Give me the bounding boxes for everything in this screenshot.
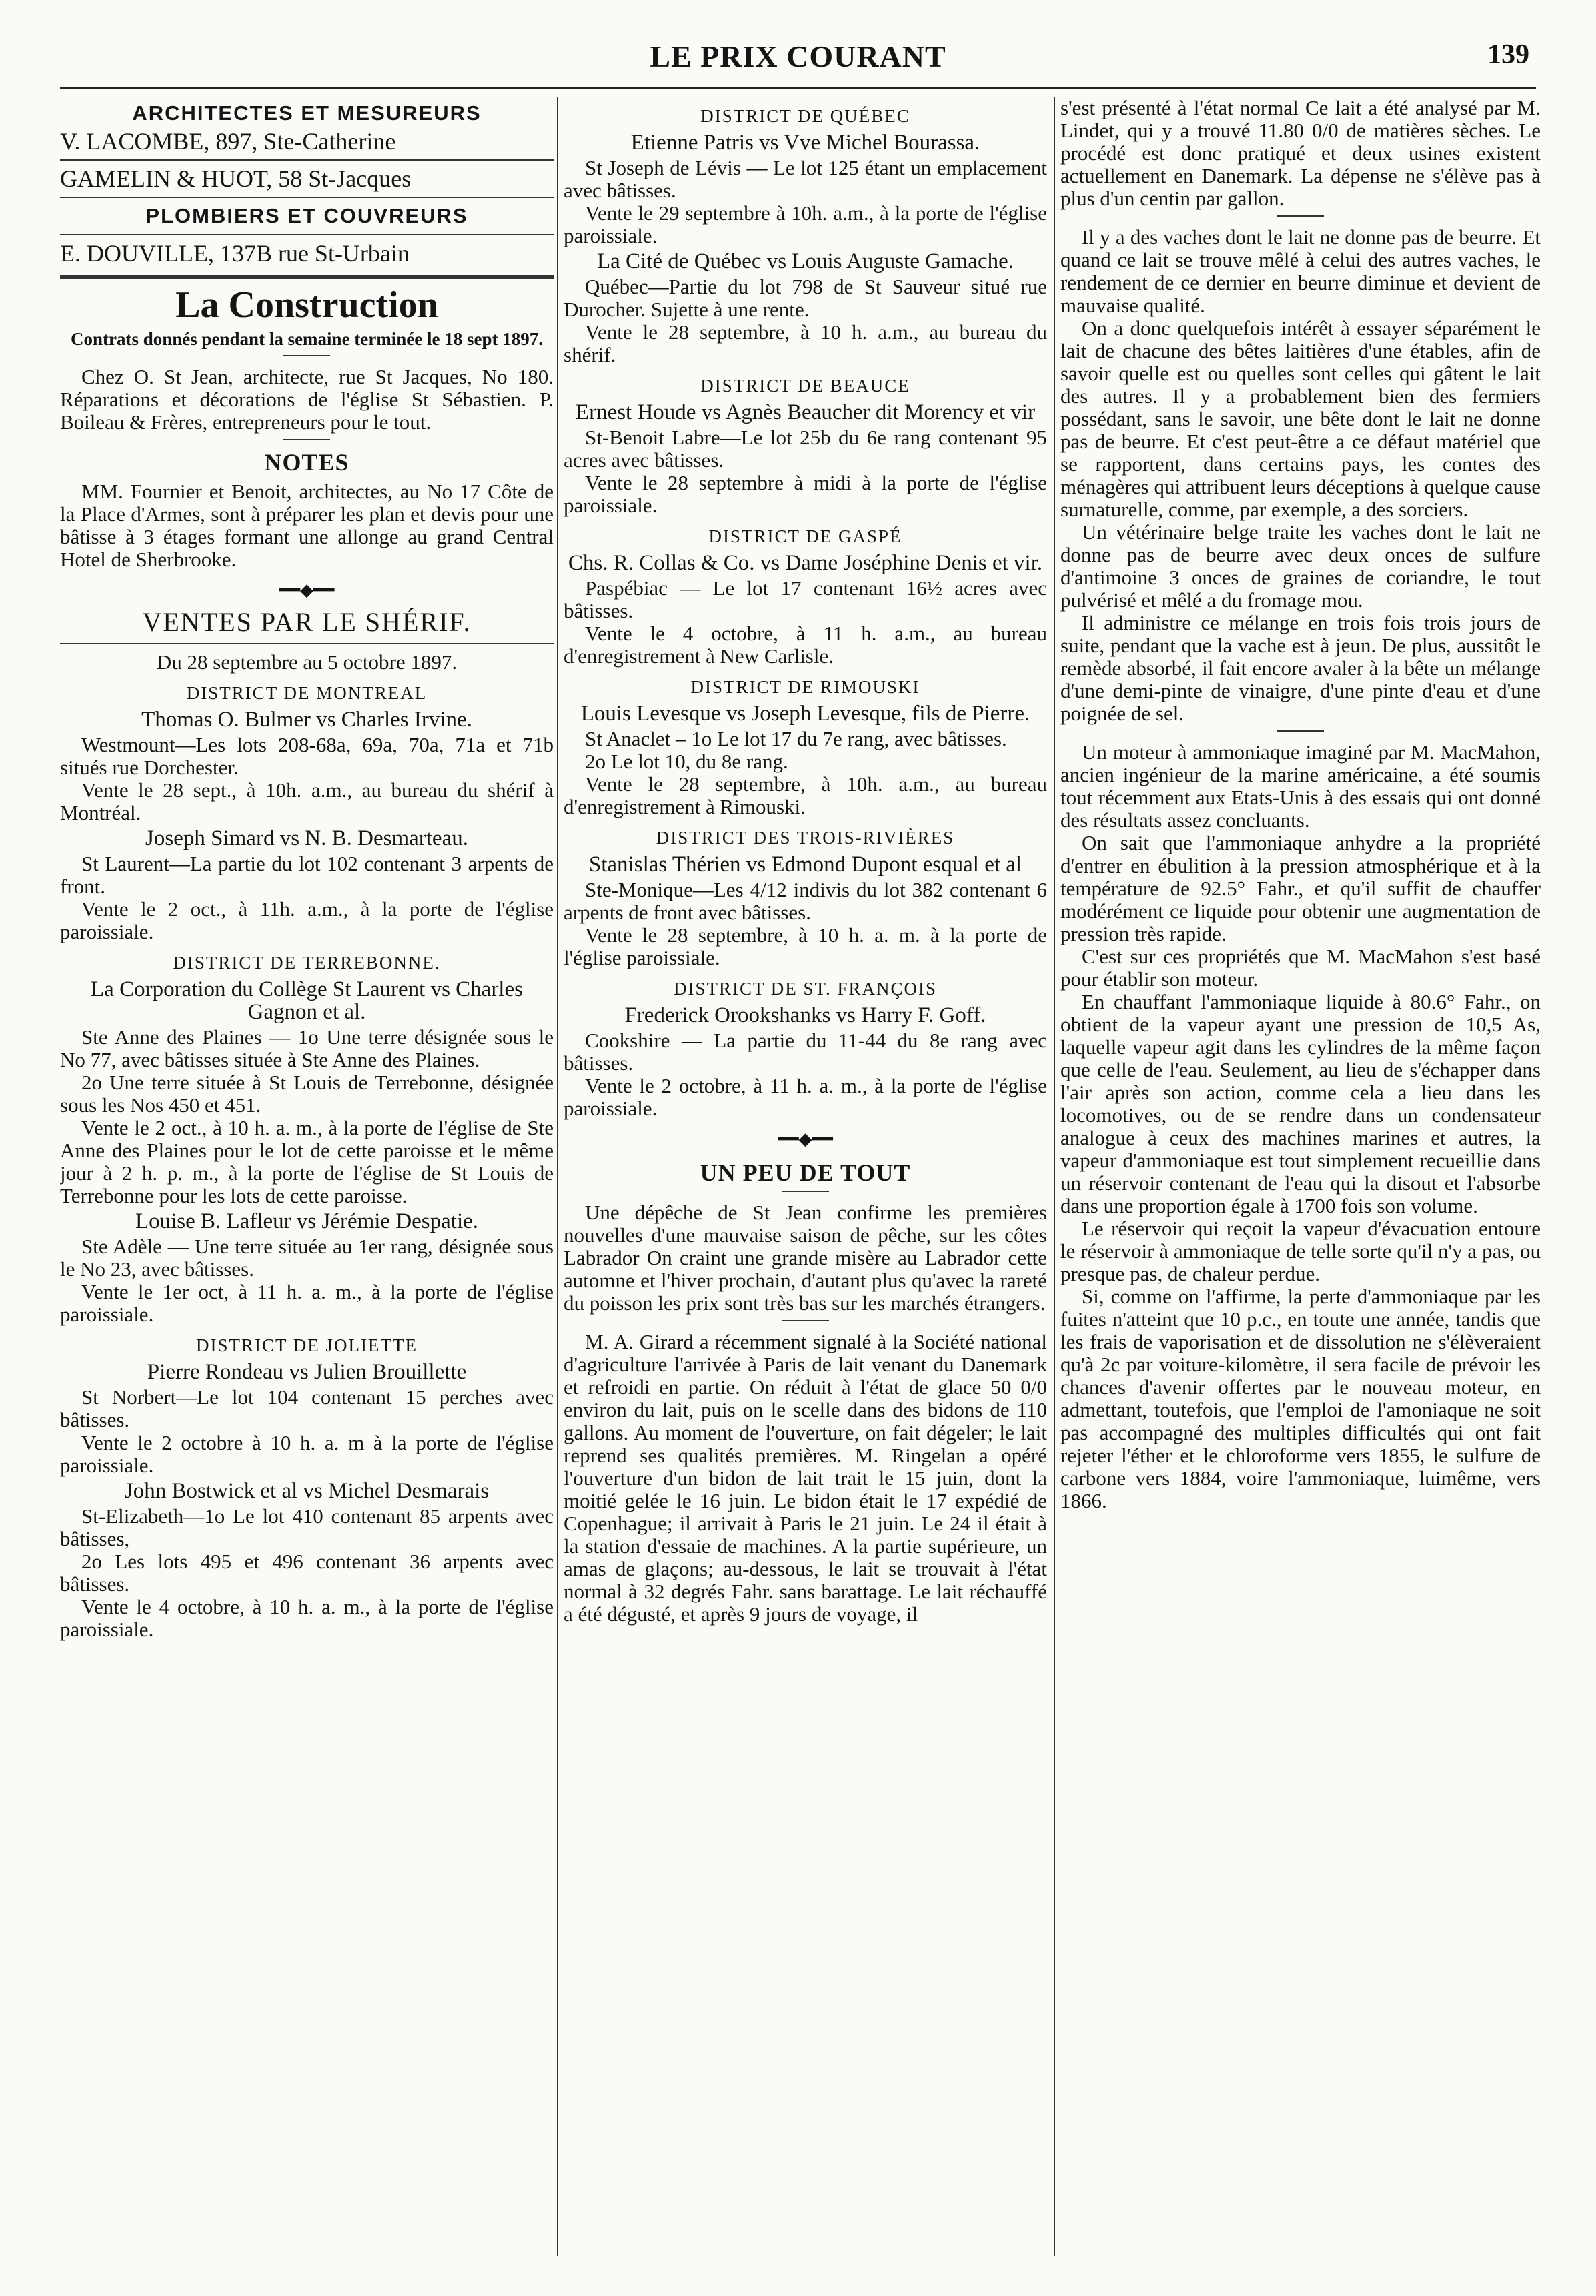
case-text: 2o Les lots 495 et 496 contenant 36 arpents avec bâtisses. [60, 1550, 554, 1596]
short-rule [1277, 215, 1324, 217]
case-text: Vente le 29 septembre à 10h. a.m., à la porte de l'église paroissiale. [564, 201, 1047, 247]
plombiers-heading: PLOMBIERS ET COUVREURS [145, 204, 468, 227]
double-rule [60, 275, 554, 279]
article-paragraph: Si, comme on l'affirme, la perte d'ammoniaque par les fuites n'atteint que 10 p.c., en toute une année, tandis que les frais de vaporisation et de dissolution ne s'élèveraient qu'à 2c par voiture-kilomètre, il sera facile de prévoir les chances d'avenir offertes par le nouveau moteur, en admettant, toutefois, que l'emploi de l'amoniaque ne soit pas accompagné des multiples difficultés qui ont fait rejeter l'éther et le chloroforme vers 1855, le sulfure de carbone vers 1884, voire l'ammoniaque, luimême, vers 1866. [1060, 1285, 1541, 1512]
article-paragraph: C'est sur ces propriétés que M. MacMahon s'est basé pour établir son moteur. [1060, 945, 1541, 991]
district-heading: DISTRICT DE BEAUCE [700, 376, 910, 396]
case-text: Québec—Partie du lot 798 de St Sauveur situé rue Durocher. Sujette à une rente. [564, 275, 1047, 321]
notes-title: NOTES [264, 449, 349, 476]
case-text: Vente le 1er oct, à 11 h. a. m., à la porte de l'église paroissiale. [60, 1280, 554, 1326]
column-2 [564, 97, 1047, 2256]
case-parties: Louis Levesque vs Joseph Levesque, fils de Pierre. [580, 702, 1030, 726]
case-parties: Frederick Orookshanks vs Harry F. Goff. [624, 1003, 986, 1027]
column-divider-1 [557, 97, 558, 2256]
case-parties: Chs. R. Collas & Co. vs Dame Joséphine Denis et vir. [568, 551, 1043, 575]
ornament-icon: ━━◆━━ [778, 1129, 833, 1149]
district-heading: DISTRICT DE ST. FRANÇOIS [673, 979, 938, 999]
article-paragraph: Il y a des vaches dont le lait ne donne pas de beurre. Et quand ce lait se trouve mêlé à celui des autres vaches, le rendement de ce dernier en beurre diminue et devient de mauvaise qualité. [1060, 225, 1541, 317]
divider [60, 159, 554, 161]
ventes-dates: Du 28 septembre au 5 octobre 1897. [156, 650, 458, 674]
article-paragraph: Le réservoir qui reçoit la vapeur d'évacuation entoure le réservoir à ammoniaque de telle sorte qu'il n'y a pas, ou presque pas, de chaleur perdue. [1060, 1217, 1541, 1285]
article-paragraph: En chauffant l'ammoniaque liquide à 80.6° Fahr., on obtient de la vapeur ayant une pression de 10,5 As, laquelle vapeur agit dans les cylindres de la même façon que celle de l'eau. Seulement, au lieu de s'échapper dans l'air après son action, comme cela a lieu dans les locomotives, ou de se rendre dans un condensateur analogue à ceux des machines marines et autres, la vapeur d'ammoniaque est tout simplement recueillie dans un réservoir contenant de l'eau qui la disout et l'absorbe dans une proportion égale à 1700 fois son volume. [1060, 990, 1541, 1217]
case-text: Ste-Monique—Les 4/12 indivis du lot 382 contenant 6 arpents de front avec bâtisses. [564, 878, 1047, 924]
district-heading: DISTRICT DE TERREBONNE. [173, 953, 441, 973]
architectes-heading: ARCHITECTES ET MESUREURS [132, 101, 482, 125]
article-paragraph: s'est présenté à l'état normal Ce lait a été analysé par M. Lindet, qui y a trouvé 11.80 0/0 de matières sèches. Le procédé est donc pratiqué et deux usines existent actuellement en Danemark. La dépense ne s'élève pas à plus d'un centin par gallon. [1060, 97, 1541, 210]
ornament-icon: ━━◆━━ [279, 580, 335, 600]
short-rule [283, 355, 330, 356]
peu-de-tout-title: UN PEU DE TOUT [700, 1159, 911, 1186]
case-text: Westmount—Les lots 208-68a, 69a, 70a, 71a et 71b situés rue Dorchester. [60, 733, 554, 779]
article-paragraph: Une dépêche de St Jean confirme les premières nouvelles d'une mauvaise saison de pêche, sur les côtes Labrador On craint une grande misère au Labrador cette automne et l'hiver prochain, d'autant plus qu'avec la rareté du poisson les prix sont très bas sur les marchés étrangers. [564, 1201, 1047, 1315]
case-text: Vente le 4 octobre, à 11 h. a.m., au bureau d'enregistrement à New Carlisle. [564, 622, 1047, 668]
case-text: St-Benoit Labre—Le lot 25b du 6e rang contenant 95 acres avec bâtisses. [564, 426, 1047, 472]
directory-entry: GAMELIN & HUOT, 58 St-Jacques [60, 165, 412, 192]
district-heading: DISTRICT DE JOLIETTE [196, 1335, 418, 1355]
article-paragraph: Un moteur à ammoniaque imaginé par M. MacMahon, ancien ingénieur de la marine américaine, a été soumis tout récemment aux Etats-Unis à des essais qui ont donné des résultats assez concluants. [1060, 740, 1541, 832]
short-rule [782, 1320, 829, 1321]
case-text: Vente le 28 septembre à midi à la porte de l'église paroissiale. [564, 471, 1047, 517]
page-title: LE PRIX COURANT [650, 39, 946, 73]
district-heading: DISTRICT DE QUÉBEC [700, 106, 910, 126]
case-text: St Laurent—La partie du lot 102 contenant 3 arpents de front. [60, 852, 554, 898]
construction-title: La Construction [175, 284, 438, 326]
case-parties: La Corporation du Collège St Laurent vs Charles Gagnon et al. [91, 977, 523, 1024]
short-rule [283, 439, 330, 440]
case-text: St Norbert—Le lot 104 contenant 15 perches avec bâtisses. [60, 1385, 554, 1431]
case-text: 2o Une terre située à St Louis de Terrebonne, désignée sous les Nos 450 et 451. [60, 1071, 554, 1117]
short-rule [782, 1191, 829, 1192]
case-text: Vente le 2 oct., à 11h. a.m., à la porte de l'église paroissiale. [60, 897, 554, 943]
divider [60, 197, 554, 198]
article-paragraph: Il administre ce mélange en trois fois trois jours de suite, pendant que la vache est à jeun. De plus, aussitôt le remède absorbé, il fait encore avaler à la bête un mélange d'une demi-pinte de vinaigre, d'une pinte d'eau et d'une poignée de sel. [1060, 611, 1541, 725]
case-text: Ste Adèle — Une terre située au 1er rang, désignée sous le No 23, avec bâtisses. [60, 1235, 554, 1281]
case-text: Vente le 2 oct., à 10 h. a. m., à la porte de l'église de Ste Anne des Plaines pour le lot de cette paroisse et le même jour à 2 h. p. m., à la porte de l'église de St Louis de Terrebonne pour les lots de cette paroisse. [60, 1116, 554, 1207]
directory-entry: V. LACOMBE, 897, Ste-Catherine [60, 128, 396, 155]
district-heading: DISTRICT DES TROIS-RIVIÈRES [656, 828, 955, 848]
divider [60, 234, 554, 235]
column-1 [60, 97, 554, 2256]
page-number: 139 [1487, 39, 1529, 70]
case-text: Vente le 28 septembre, à 10h. a.m., au bureau d'enregistrement à Rimouski. [564, 772, 1047, 818]
notes-text: MM. Fournier et Benoit, architectes, au No 17 Côte de la Place d'Armes, sont à préparer les plan et devis pour une bâtisse à 3 étages formant une allonge au grand Central Hotel de Sherbrooke. [60, 480, 554, 571]
construction-text: Chez O. St Jean, architecte, rue St Jacques, No 180. Réparations et décorations de l'église St Sébastien. P. Boileau & Frères, entrepreneurs pour le tout. [60, 365, 554, 434]
divider [60, 643, 554, 644]
ventes-title: VENTES PAR LE SHÉRIF. [142, 607, 472, 637]
case-text: 2o Le lot 10, du 8e rang. [585, 750, 788, 773]
case-text: Vente le 28 septembre, à 10 h. a.m., au bureau du shérif. [564, 320, 1047, 366]
case-parties: Thomas O. Bulmer vs Charles Irvine. [141, 708, 472, 732]
article-paragraph: On sait que l'ammoniaque anhydre a la propriété d'entrer en ébulition à la pression atmosphérique et à la température de 92.5° Fahr., et qu'il suffit de chauffer modérément ce liquide pour obtenir une augmentation de pression très rapide. [1060, 831, 1541, 945]
case-text: Paspébiac — Le lot 17 contenant 16½ acres avec bâtisses. [564, 576, 1047, 622]
case-text: Vente le 28 sept., à 10h. a.m., au bureau du shérif à Montréal. [60, 778, 554, 824]
column-divider-2 [1054, 97, 1055, 2256]
case-text: Cookshire — La partie du 11-44 du 8e rang avec bâtisses. [564, 1029, 1047, 1075]
article-paragraph: On a donc quelquefois intérêt à essayer séparément le lait de chacune des bêtes laitières d'une étables, afin de savoir quelle est ou quelles sont celles qui gâtent le lait des autres. Il y a probablement bien des fermiers possédant, sans le savoir, une bête dont le lait ne donne pas de beurre. Et c'est peut-être a ce défaut matériel que se rapportent, dans certains pays, les contes des ménagères qui attribuent leurs déceptions à quelque cause surnaturelle, comme, par exemple, a des sorciers. [1060, 316, 1541, 521]
case-parties: John Bostwick et al vs Michel Desmarais [124, 1479, 490, 1503]
case-parties: Louise B. Lafleur vs Jérémie Despatie. [135, 1209, 479, 1233]
district-heading: DISTRICT DE MONTREAL [186, 683, 428, 703]
case-text: Vente le 2 octobre, à 11 h. a. m., à la porte de l'église paroissiale. [564, 1074, 1047, 1120]
district-heading: DISTRICT DE RIMOUSKI [690, 677, 920, 697]
case-text: St Anaclet – 1o Le lot 17 du 7e rang, avec bâtisses. [585, 727, 1007, 750]
district-heading: DISTRICT DE GASPÉ [708, 526, 902, 546]
case-text: Vente le 2 octobre à 10 h. a. m à la porte de l'église paroissiale. [60, 1431, 554, 1477]
case-parties: Stanislas Thérien vs Edmond Dupont esqual et al [588, 852, 1022, 877]
case-parties: Pierre Rondeau vs Julien Brouillette [147, 1360, 467, 1384]
case-text: St Joseph de Lévis — Le lot 125 étant un emplacement avec bâtisses. [564, 156, 1047, 202]
article-paragraph: Un vétérinaire belge traite les vaches dont le lait ne donne pas de beurre avec deux onces de sulfure d'antimoine 3 onces de graines de coriandre, le tout pulvérisé et mêlé a du fromage mou. [1060, 520, 1541, 612]
short-rule [1277, 730, 1324, 732]
article-paragraph: M. A. Girard a récemment signalé à la Société national d'agriculture l'arrivée à Paris de lait venant du Danemark et refroidi en partie. On réduit à l'état de glace 50 0/0 environ du lait, puis on le scelle dans des bidons de 110 gallons. Au moment de l'ouverture, on fait dégeler; le lait reprend ses qualités premières. M. Ringelan a opéré l'ouverture d'un bidon de lait trait le 15 juin, dont la moitié gelée le 16 juin. Le bidon était le 17 expédié de Copenhague; il arrivait à Paris le 21 juin. Le 24 il était à la station d'essaie de machines. A la partie supérieure, un amas de glaçons; au-dessous, le lait se trouvait à l'état normal à 32 degrés Fahr. sans barattage. Le lait réchauffé a été dégusté, et après 9 jours de voyage, il [564, 1330, 1047, 1626]
column-3 [1060, 97, 1541, 2256]
construction-subtitle: Contrats donnés pendant la semaine terminée le 18 sept 1897. [71, 329, 543, 349]
case-parties: Joseph Simard vs N. B. Desmarteau. [145, 826, 468, 850]
case-text: Vente le 28 septembre, à 10 h. a. m. à la porte de l'église paroissiale. [564, 923, 1047, 969]
case-parties: Etienne Patris vs Vve Michel Bourassa. [630, 131, 980, 155]
case-parties: Ernest Houde vs Agnès Beaucher dit Morency et vir [575, 400, 1036, 424]
case-text: Ste Anne des Plaines — 1o Une terre désignée sous le No 77, avec bâtisses située à Ste Anne des Plaines. [60, 1025, 554, 1071]
directory-entry: E. DOUVILLE, 137B rue St-Urbain [60, 240, 410, 267]
case-parties: La Cité de Québec vs Louis Auguste Gamache. [597, 249, 1014, 273]
case-text: St-Elizabeth—1o Le lot 410 contenant 85 arpents avec bâtisses, [60, 1504, 554, 1550]
case-text: Vente le 4 octobre, à 10 h. a. m., à la porte de l'église paroissiale. [60, 1595, 554, 1641]
page-header [60, 39, 1536, 85]
header-rule [60, 87, 1536, 89]
